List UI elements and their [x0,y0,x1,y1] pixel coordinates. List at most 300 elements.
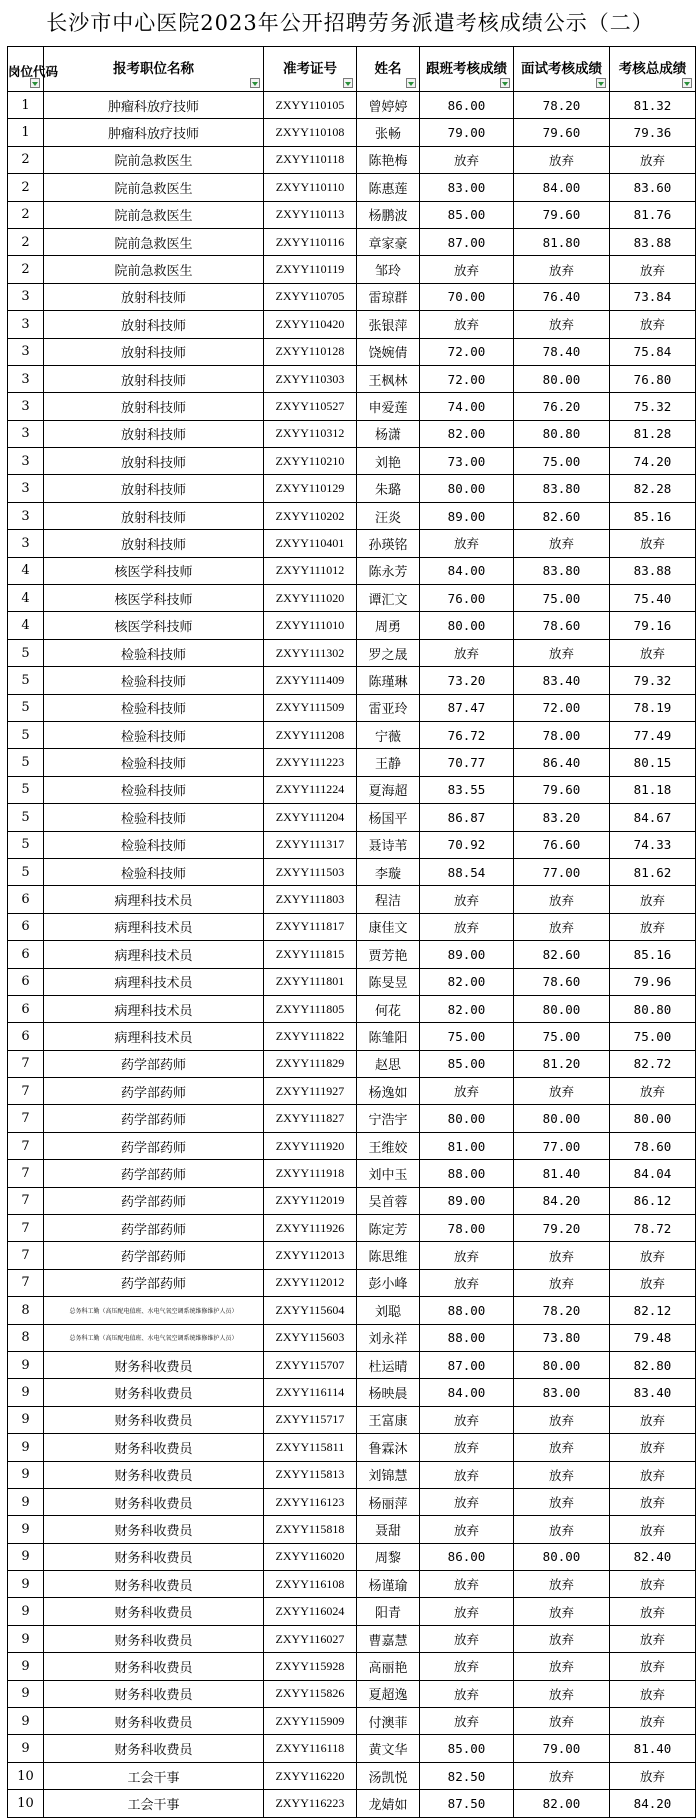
cell-interview-score: 79.60 [514,119,610,146]
cell-follow-score: 80.00 [420,475,514,502]
cell-candidate-name: 刘中玉 [357,1160,420,1187]
cell-candidate-name: 吴首蓉 [357,1187,420,1214]
cell-ticket-number: ZXYY111918 [264,1160,357,1187]
cell-candidate-name: 申爱莲 [357,393,420,420]
table-row [8,420,696,447]
cell-ticket-number: ZXYY110303 [264,365,357,392]
cell-candidate-name: 聂诗苇 [357,831,420,858]
cell-position-code: 3 [8,311,44,338]
cell-interview-score: 77.00 [514,858,610,885]
cell-total-score: 85.16 [610,941,696,968]
header-follow-score[interactable] [420,47,514,92]
cell-position-name: 工会干事 [44,1762,264,1789]
cell-position-code: 9 [8,1680,44,1707]
cell-position-name: 药学部药师 [44,1132,264,1159]
cell-interview-score: 80.00 [514,1543,610,1570]
cell-candidate-name: 付澳菲 [357,1708,420,1735]
table-row [8,448,696,475]
table-row [8,1105,696,1132]
cell-position-code: 5 [8,831,44,858]
cell-follow-score: 放弃 [420,1488,514,1515]
header-name[interactable] [357,47,420,92]
cell-position-code: 5 [8,721,44,748]
cell-interview-score: 放弃 [514,1516,610,1543]
cell-follow-score: 87.50 [420,1790,514,1817]
header-name-label: 姓名 [374,61,402,77]
cell-follow-score: 89.00 [420,1187,514,1214]
cell-candidate-name: 程洁 [357,886,420,913]
cell-follow-score: 放弃 [420,1625,514,1652]
cell-follow-score: 放弃 [420,1078,514,1105]
cell-ticket-number: ZXYY111927 [264,1078,357,1105]
cell-follow-score: 88.54 [420,858,514,885]
cell-position-code: 9 [8,1708,44,1735]
cell-position-name: 检验科技师 [44,858,264,885]
cell-position-name: 财务科收费员 [44,1461,264,1488]
cell-position-code: 2 [8,256,44,283]
cell-position-code: 2 [8,146,44,173]
cell-position-name: 放射科技师 [44,311,264,338]
cell-total-score: 79.16 [610,612,696,639]
cell-candidate-name: 杨国平 [357,804,420,831]
table-row [8,913,696,940]
table-row [8,749,696,776]
cell-total-score: 放弃 [610,146,696,173]
cell-total-score: 放弃 [610,1269,696,1296]
cell-follow-score: 73.20 [420,667,514,694]
cell-ticket-number: ZXYY110105 [264,92,357,119]
cell-total-score: 81.18 [610,776,696,803]
cell-ticket-number: ZXYY110202 [264,502,357,529]
table-row [8,694,696,721]
cell-ticket-number: ZXYY115826 [264,1680,357,1707]
cell-total-score: 放弃 [610,1461,696,1488]
cell-position-name: 检验科技师 [44,721,264,748]
filter-dropdown-icon[interactable] [343,78,353,88]
cell-interview-score: 81.40 [514,1160,610,1187]
cell-candidate-name: 杨丽萍 [357,1488,420,1515]
cell-interview-score: 84.20 [514,1187,610,1214]
header-total-score[interactable] [610,47,696,92]
cell-position-code: 7 [8,1242,44,1269]
cell-total-score: 75.00 [610,1023,696,1050]
cell-position-code: 7 [8,1187,44,1214]
cell-position-name: 药学部药师 [44,1187,264,1214]
cell-total-score: 放弃 [610,1571,696,1598]
cell-total-score: 74.20 [610,448,696,475]
cell-follow-score: 84.00 [420,1379,514,1406]
cell-position-code: 9 [8,1461,44,1488]
cell-ticket-number: ZXYY111223 [264,749,357,776]
cell-follow-score: 89.00 [420,502,514,529]
cell-total-score: 80.15 [610,749,696,776]
cell-position-name: 肿瘤科放疗技师 [44,119,264,146]
cell-position-name: 病理科技术员 [44,913,264,940]
cell-interview-score: 79.20 [514,1215,610,1242]
cell-position-code: 6 [8,913,44,940]
cell-ticket-number: ZXYY116027 [264,1625,357,1652]
cell-total-score: 78.60 [610,1132,696,1159]
cell-position-name: 放射科技师 [44,502,264,529]
table-row [8,639,696,666]
cell-candidate-name: 罗之晟 [357,639,420,666]
cell-position-name: 财务科收费员 [44,1598,264,1625]
cell-candidate-name: 王枫林 [357,365,420,392]
cell-interview-score: 78.60 [514,968,610,995]
cell-position-name: 工会干事 [44,1790,264,1817]
cell-candidate-name: 刘艳 [357,448,420,475]
table-row [8,1215,696,1242]
cell-interview-score: 80.00 [514,995,610,1022]
cell-ticket-number: ZXYY116024 [264,1598,357,1625]
cell-position-name: 总务科工勤（高压配电值班、水电气氧空调系统维修维护人员） [44,1297,264,1324]
table-row [8,365,696,392]
cell-position-code: 1 [8,119,44,146]
cell-follow-score: 88.00 [420,1324,514,1351]
cell-candidate-name: 王维姣 [357,1132,420,1159]
cell-candidate-name: 陈旻昱 [357,968,420,995]
cell-interview-score: 放弃 [514,1762,610,1789]
cell-position-name: 财务科收费员 [44,1708,264,1735]
table-row [8,1324,696,1351]
cell-position-name: 放射科技师 [44,393,264,420]
table-row [8,502,696,529]
cell-candidate-name: 刘永祥 [357,1324,420,1351]
table-row [8,968,696,995]
cell-follow-score: 70.92 [420,831,514,858]
cell-ticket-number: ZXYY116114 [264,1379,357,1406]
cell-follow-score: 放弃 [420,1516,514,1543]
cell-position-code: 2 [8,228,44,255]
cell-position-code: 9 [8,1653,44,1680]
cell-ticket-number: ZXYY111805 [264,995,357,1022]
cell-ticket-number: ZXYY115928 [264,1653,357,1680]
cell-follow-score: 80.00 [420,1105,514,1132]
table-row [8,1680,696,1707]
cell-position-name: 院前急救医生 [44,146,264,173]
header-code[interactable] [8,47,59,92]
cell-follow-score: 70.77 [420,749,514,776]
cell-interview-score: 78.20 [514,1297,610,1324]
cell-ticket-number: ZXYY111926 [264,1215,357,1242]
cell-total-score: 78.72 [610,1215,696,1242]
table-row [8,804,696,831]
cell-ticket-number: ZXYY110312 [264,420,357,447]
cell-total-score: 80.00 [610,1105,696,1132]
cell-interview-score: 83.20 [514,804,610,831]
cell-position-name: 核医学科技师 [44,612,264,639]
cell-candidate-name: 聂甜 [357,1516,420,1543]
table-row [8,557,696,584]
table-row [8,1242,696,1269]
cell-interview-score: 放弃 [514,1598,610,1625]
cell-interview-score: 82.60 [514,941,610,968]
cell-interview-score: 76.20 [514,393,610,420]
cell-interview-score: 79.00 [514,1735,610,1762]
cell-position-code: 9 [8,1434,44,1461]
cell-interview-score: 放弃 [514,1434,610,1461]
cell-follow-score: 87.00 [420,228,514,255]
cell-interview-score: 放弃 [514,639,610,666]
cell-ticket-number: ZXYY110129 [264,475,357,502]
cell-interview-score: 81.80 [514,228,610,255]
filter-dropdown-icon[interactable] [250,78,260,88]
cell-interview-score: 78.00 [514,721,610,748]
cell-position-code: 9 [8,1379,44,1406]
cell-candidate-name: 高丽艳 [357,1653,420,1680]
cell-ticket-number: ZXYY110113 [264,201,357,228]
cell-ticket-number: ZXYY116108 [264,1571,357,1598]
cell-position-code: 9 [8,1351,44,1378]
cell-candidate-name: 章家豪 [357,228,420,255]
header-ticket-label: 准考证号 [283,61,337,77]
table-row [8,886,696,913]
cell-position-code: 3 [8,338,44,365]
cell-ticket-number: ZXYY115811 [264,1434,357,1461]
table-row [8,1050,696,1077]
table-row [8,1434,696,1461]
cell-position-code: 10 [8,1790,44,1817]
cell-ticket-number: ZXYY110110 [264,174,357,201]
cell-interview-score: 放弃 [514,1269,610,1296]
cell-total-score: 放弃 [610,1078,696,1105]
cell-total-score: 放弃 [610,1242,696,1269]
cell-position-name: 药学部药师 [44,1160,264,1187]
cell-total-score: 放弃 [610,1653,696,1680]
header-interview-score[interactable] [514,47,610,92]
cell-ticket-number: ZXYY111317 [264,831,357,858]
cell-position-code: 4 [8,557,44,584]
cell-candidate-name: 彭小峰 [357,1269,420,1296]
table-row [8,1132,696,1159]
cell-position-name: 总务科工勤（高压配电值班、水电气氧空调系统维修维护人员） [44,1324,264,1351]
cell-interview-score: 放弃 [514,1078,610,1105]
table-body [8,92,696,1818]
table-row [8,1488,696,1515]
cell-position-code: 7 [8,1105,44,1132]
cell-interview-score: 放弃 [514,256,610,283]
cell-position-name: 药学部药师 [44,1215,264,1242]
table-row [8,146,696,173]
cell-ticket-number: ZXYY115707 [264,1351,357,1378]
cell-position-code: 7 [8,1132,44,1159]
cell-interview-score: 放弃 [514,146,610,173]
cell-candidate-name: 周勇 [357,612,420,639]
table-row [8,530,696,557]
cell-position-name: 放射科技师 [44,365,264,392]
filter-dropdown-icon[interactable] [406,78,416,88]
table-row [8,338,696,365]
cell-interview-score: 79.60 [514,776,610,803]
cell-position-code: 9 [8,1735,44,1762]
table-row [8,1461,696,1488]
table-row [8,1023,696,1050]
cell-ticket-number: ZXYY111827 [264,1105,357,1132]
cell-position-name: 检验科技师 [44,749,264,776]
cell-candidate-name: 张银萍 [357,311,420,338]
cell-position-code: 7 [8,1050,44,1077]
cell-ticket-number: ZXYY111302 [264,639,357,666]
cell-follow-score: 85.00 [420,201,514,228]
cell-follow-score: 放弃 [420,146,514,173]
cell-position-code: 3 [8,502,44,529]
table-row [8,667,696,694]
table-row [8,1708,696,1735]
table-row [8,228,696,255]
cell-candidate-name: 邹玲 [357,256,420,283]
page-title: 长沙市中心医院2023年公开招聘劳务派遣考核成绩公示（二） [46,11,654,35]
header-follow-label: 跟班考核成绩 [426,61,507,77]
table-row [8,119,696,146]
cell-total-score: 放弃 [610,1516,696,1543]
cell-position-name: 检验科技师 [44,639,264,666]
cell-total-score: 79.36 [610,119,696,146]
table-row [8,858,696,885]
cell-total-score: 77.49 [610,721,696,748]
filter-dropdown-icon[interactable] [30,78,40,88]
filter-dropdown-icon[interactable] [682,78,692,88]
cell-interview-score: 82.00 [514,1790,610,1817]
cell-position-name: 病理科技术员 [44,1023,264,1050]
cell-interview-score: 75.00 [514,448,610,475]
cell-candidate-name: 曾婷婷 [357,92,420,119]
cell-position-code: 7 [8,1215,44,1242]
cell-position-name: 放射科技师 [44,475,264,502]
header-interview-label: 面试考核成绩 [521,61,602,77]
cell-follow-score: 87.47 [420,694,514,721]
header-position[interactable] [44,47,264,92]
cell-candidate-name: 陈思维 [357,1242,420,1269]
cell-follow-score: 放弃 [420,1269,514,1296]
cell-total-score: 78.19 [610,694,696,721]
cell-total-score: 放弃 [610,1598,696,1625]
cell-follow-score: 87.00 [420,1351,514,1378]
cell-candidate-name: 陈惠莲 [357,174,420,201]
cell-follow-score: 83.55 [420,776,514,803]
cell-interview-score: 76.40 [514,283,610,310]
table-row [8,1379,696,1406]
cell-follow-score: 放弃 [420,1708,514,1735]
cell-candidate-name: 陈瑾琳 [357,667,420,694]
cell-candidate-name: 王静 [357,749,420,776]
cell-follow-score: 放弃 [420,311,514,338]
cell-position-name: 药学部药师 [44,1078,264,1105]
table-row [8,1625,696,1652]
cell-ticket-number: ZXYY112019 [264,1187,357,1214]
cell-interview-score: 79.60 [514,201,610,228]
table-row [8,1351,696,1378]
cell-total-score: 82.40 [610,1543,696,1570]
cell-follow-score: 73.00 [420,448,514,475]
cell-follow-score: 74.00 [420,393,514,420]
cell-ticket-number: ZXYY110705 [264,283,357,310]
cell-position-code: 9 [8,1406,44,1433]
cell-total-score: 75.40 [610,585,696,612]
cell-interview-score: 80.00 [514,365,610,392]
cell-interview-score: 84.00 [514,174,610,201]
cell-follow-score: 放弃 [420,1406,514,1433]
cell-total-score: 75.84 [610,338,696,365]
cell-total-score: 放弃 [610,1625,696,1652]
cell-candidate-name: 宁薇 [357,721,420,748]
cell-candidate-name: 夏超逸 [357,1680,420,1707]
cell-position-name: 药学部药师 [44,1242,264,1269]
cell-candidate-name: 陈雏阳 [357,1023,420,1050]
cell-position-code: 5 [8,667,44,694]
filter-dropdown-icon[interactable] [500,78,510,88]
cell-ticket-number: ZXYY115818 [264,1516,357,1543]
table-row [8,1543,696,1570]
cell-total-score: 放弃 [610,1762,696,1789]
cell-position-name: 检验科技师 [44,667,264,694]
filter-dropdown-icon[interactable] [596,78,606,88]
cell-total-score: 79.96 [610,968,696,995]
cell-position-name: 财务科收费员 [44,1351,264,1378]
cell-interview-score: 82.60 [514,502,610,529]
cell-candidate-name: 刘聪 [357,1297,420,1324]
cell-follow-score: 82.00 [420,968,514,995]
cell-position-code: 3 [8,530,44,557]
cell-position-name: 肿瘤科放疗技师 [44,92,264,119]
cell-candidate-name: 杨鹏波 [357,201,420,228]
table-row [8,256,696,283]
table-row [8,1297,696,1324]
cell-ticket-number: ZXYY110118 [264,146,357,173]
cell-candidate-name: 李璇 [357,858,420,885]
cell-ticket-number: ZXYY111817 [264,913,357,940]
cell-total-score: 放弃 [610,1680,696,1707]
cell-total-score: 81.28 [610,420,696,447]
cell-position-code: 3 [8,475,44,502]
cell-position-code: 6 [8,941,44,968]
cell-position-name: 财务科收费员 [44,1488,264,1515]
header-ticket[interactable] [264,47,357,92]
cell-follow-score: 放弃 [420,1653,514,1680]
cell-ticket-number: ZXYY111224 [264,776,357,803]
cell-position-code: 8 [8,1297,44,1324]
cell-position-name: 病理科技术员 [44,941,264,968]
table-row [8,1269,696,1296]
cell-position-code: 2 [8,201,44,228]
cell-follow-score: 放弃 [420,1598,514,1625]
cell-candidate-name: 夏海超 [357,776,420,803]
table-row [8,1078,696,1105]
cell-follow-score: 76.00 [420,585,514,612]
cell-follow-score: 放弃 [420,886,514,913]
cell-position-name: 财务科收费员 [44,1516,264,1543]
cell-position-name: 药学部药师 [44,1105,264,1132]
cell-position-code: 5 [8,804,44,831]
cell-position-code: 4 [8,585,44,612]
cell-position-name: 检验科技师 [44,694,264,721]
table-row [8,776,696,803]
cell-position-name: 放射科技师 [44,338,264,365]
cell-total-score: 放弃 [610,913,696,940]
cell-interview-score: 80.00 [514,1105,610,1132]
cell-interview-score: 72.00 [514,694,610,721]
cell-position-name: 财务科收费员 [44,1543,264,1570]
cell-total-score: 74.33 [610,831,696,858]
cell-position-name: 财务科收费员 [44,1571,264,1598]
cell-total-score: 放弃 [610,886,696,913]
cell-candidate-name: 杨映晨 [357,1379,420,1406]
cell-ticket-number: ZXYY115813 [264,1461,357,1488]
cell-position-code: 6 [8,1023,44,1050]
cell-interview-score: 83.80 [514,557,610,584]
cell-candidate-name: 朱璐 [357,475,420,502]
cell-interview-score: 放弃 [514,1625,610,1652]
cell-position-name: 病理科技术员 [44,886,264,913]
